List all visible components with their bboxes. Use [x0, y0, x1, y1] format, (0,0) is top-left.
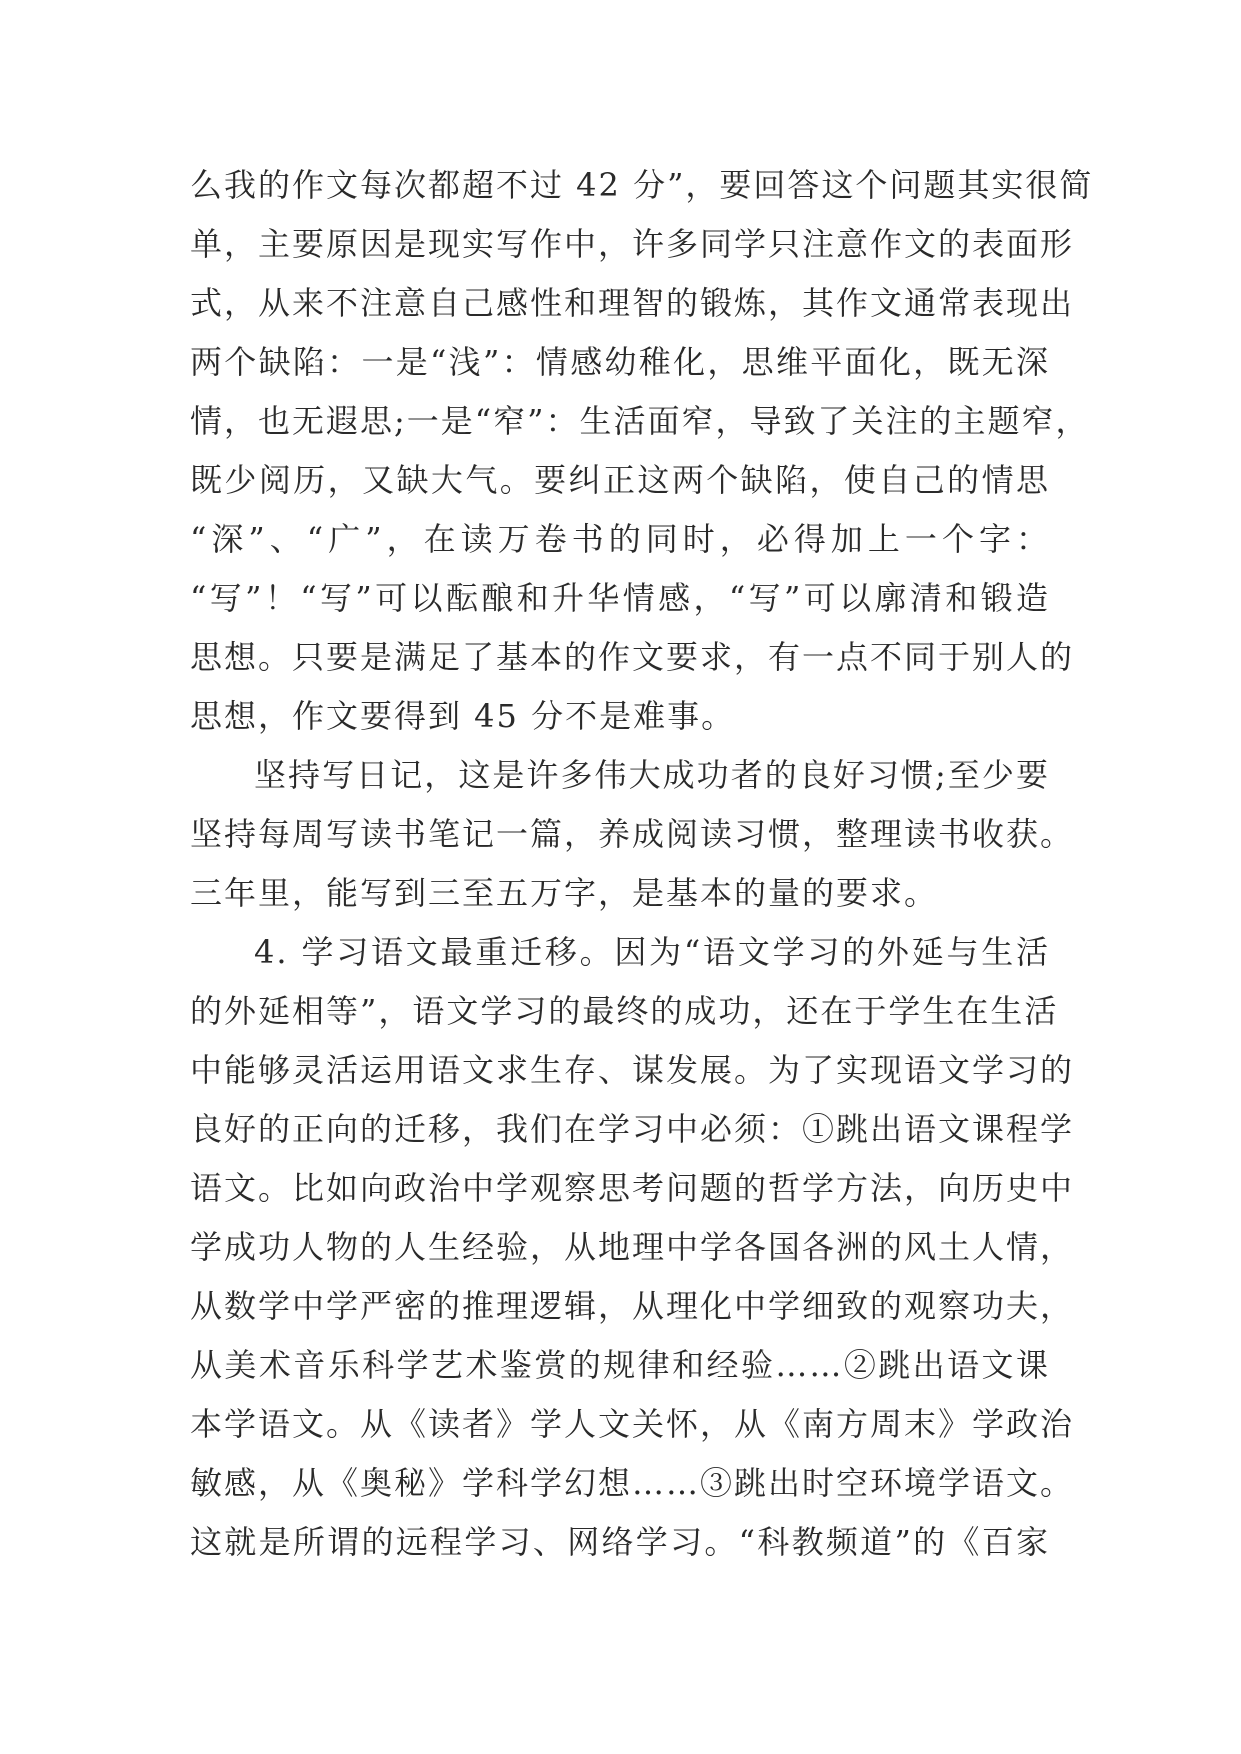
text-line: 坚持每周写读书笔记一篇，养成阅读习惯，整理读书收获。 [190, 815, 1075, 853]
body-text [190, 156, 1094, 1572]
paragraph-3 [190, 923, 1075, 1572]
text-line: 么我的作文每次都超不过 42 分”，要回答这个问题其实很简 [190, 166, 1094, 204]
text-line: 从美术音乐科学艺术鉴赏的规律和经验……②跳出语文课 [190, 1346, 1050, 1384]
text-line: 式，从来不注意自己感性和理智的锻炼，其作文通常表现出 [190, 284, 1075, 322]
text-line: 情，也无遐思;一是“窄”：生活面窄，导致了关注的主题窄， [190, 402, 1090, 440]
text-line: 良好的正向的迁移，我们在学习中必须：①跳出语文课程学 [190, 1110, 1075, 1148]
text-line: 敏感，从《奥秘》学科学幻想……③跳出时空环境学语文。 [190, 1464, 1075, 1502]
text-line: 本学语文。从《读者》学人文关怀，从《南方周末》学政治 [190, 1405, 1075, 1443]
text-line: 坚持写日记，这是许多伟大成功者的良好习惯;至少要 [254, 756, 1050, 794]
text-line: 思想，作文要得到 45 分不是难事。 [190, 697, 736, 735]
text-line: “深”、“广”，在读万卷书的同时，必得加上一个字： [190, 520, 1050, 558]
text-line: 这就是所谓的远程学习、网络学习。“科教频道”的《百家 [190, 1523, 1050, 1561]
text-line: 中能够灵活运用语文求生存、谋发展。为了实现语文学习的 [190, 1051, 1075, 1089]
paragraph-2 [190, 746, 1075, 923]
text-line: 4. 学习语文最重迁移。因为“语文学习的外延与生活 [254, 933, 1050, 971]
text-line: 两个缺陷：一是“浅”：情感幼稚化，思维平面化，既无深 [190, 343, 1050, 381]
text-line: 学成功人物的人生经验，从地理中学各国各洲的风土人情， [190, 1228, 1075, 1266]
text-line: 三年里，能写到三至五万字，是基本的量的要求。 [190, 874, 939, 912]
text-line: 语文。比如向政治中学观察思考问题的哲学方法，向历史中 [190, 1169, 1075, 1207]
text-line: 思想。只要是满足了基本的作文要求，有一点不同于别人的 [190, 638, 1075, 676]
paragraph-1 [190, 156, 1094, 746]
text-line: “写”！“写”可以酝酿和升华情感，“写”可以廓清和锻造 [190, 579, 1050, 617]
text-line: 单，主要原因是现实写作中，许多同学只注意作文的表面形 [190, 225, 1075, 263]
text-line: 的外延相等”，语文学习的最终的成功，还在于学生在生活 [190, 992, 1059, 1030]
text-line: 既少阅历，又缺大气。要纠正这两个缺陷，使自己的情思 [190, 461, 1050, 499]
text-line: 从数学中学严密的推理逻辑，从理化中学细致的观察功夫， [190, 1287, 1075, 1325]
